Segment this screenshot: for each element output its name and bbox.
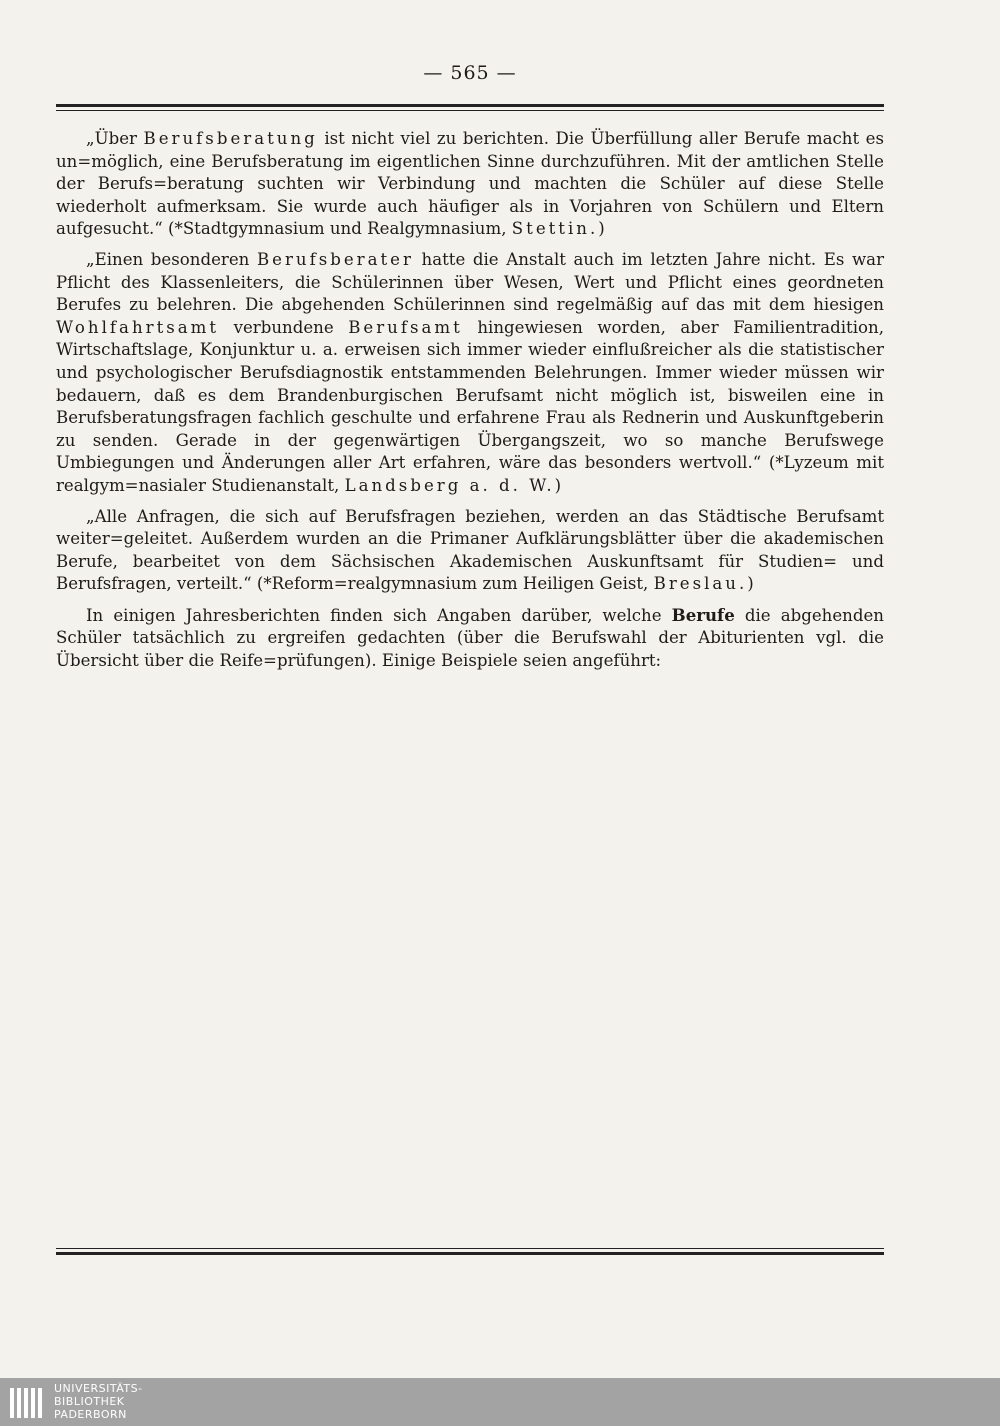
paragraph-2-text-3: hingewiesen worden, aber Familientradition, Wirtschaftslage, Konjunktur u. a. erweisen sich immer wieder einflußreicher als die statistischer und psychologischer Berufsdiagnostik entstammenden Belehrungen. Immer wieder müssen wir bedauern, daß es dem Brandenburgischen Berufsamt nicht möglich ist, bisweilen eine in Berufsberatungsfragen fachlich geschulte und erfahrene Frau als Rednerin und Auskunftgeberin zu senden. Gerade in der gegenwärtigen Übergangszeit, wo so manche Berufswege Umbiegungen und Änderungen aller Art erfahren, wäre das besonders wertvoll.“ (*Lyzeum mit realgym=nasialer Studienanstalt, (56, 317, 884, 495)
paragraph-2-spaced-term: Berufsberater (256, 249, 414, 269)
paragraph-4-text: In einigen Jahresberichten finden sich Angaben darüber, welche (86, 605, 662, 625)
page-number: — 565 — (423, 62, 517, 84)
paragraph-1 (56, 128, 884, 241)
paragraph-1-text: ist nicht viel zu berichten. Die Überfüllung aller Berufe macht es un=möglich, eine Berufsberatung im eigentlichen Sinne durchzuführen. Mit der amtlichen Stelle der Berufs=beratung suchten wir Verbindung und machten die Schüler auf diese Stelle wiederholt aufmerksam. Sie wurde auch häufiger als in Vorjahren von Schülern und Eltern aufgesucht.“ (*Stadtgymnasium und Realgymnasium, (56, 129, 885, 239)
paragraph-3-source: Breslau.) (653, 574, 757, 594)
paragraph-4 (56, 604, 884, 673)
paragraph-2-text-2: verbundene (233, 317, 334, 337)
paragraph-2-text: hatte die Anstalt auch im letzten Jahre nicht. Es war Pflicht des Klassenleiters, die Schülerinnen über Wesen, Wert und Pflicht eines geordneten Berufes zu belehren. Die abgehenden Schülerinnen sind regelmäßig auf das mit dem hiesigen (56, 249, 884, 315)
paragraph-2-spaced-term-3: Berufsamt (348, 317, 463, 337)
paragraph-1-source: Stettin.) (511, 219, 608, 239)
top-rule (56, 104, 884, 111)
library-name-line-2: BIBLIOTHEK (54, 1395, 125, 1408)
paragraph-2 (56, 249, 884, 498)
body-text (56, 128, 884, 681)
bottom-rule (56, 1248, 884, 1255)
paragraph-2-lead: „Einen besonderen (86, 249, 250, 269)
paragraph-2-spaced-term-2: Wohlfahrtsamt (56, 317, 220, 337)
library-footer (0, 1378, 1000, 1426)
paragraph-3 (56, 506, 884, 596)
paragraph-1-lead: „Über (86, 129, 137, 148)
library-name (54, 1382, 143, 1421)
paragraph-1-spaced-term: Berufsberatung (143, 129, 318, 148)
paragraph-3-text: „Alle Anfragen, die sich auf Berufsfragen beziehen, werden an das Städtische Berufsamt weiter=geleitet. Außerdem wurden an die Primaner Aufklärungsblätter über die akademischen Berufe, bearbeitet von dem Sächsischen Akademischen Auskunftsamt für Studien= und Berufsfragen, verteilt.“ (*Reform=realgymnasium zum Heiligen Geist, (56, 506, 884, 594)
library-name-line-1: UNIVERSITÄTS- (54, 1382, 143, 1395)
paragraph-4-bold-term: Berufe (671, 604, 735, 625)
paragraph-4-text-2: die abgehenden Schüler tatsächlich zu ergreifen gedachten (über die Berufswahl der Abiturienten vgl. die Übersicht über die Reife=prüfungen). Einige Beispiele seien angeführt: (56, 605, 884, 671)
library-logo-icon (8, 1384, 46, 1420)
library-name-line-3: PADERBORN (54, 1408, 127, 1421)
paragraph-2-source: Landsberg a. d. W.) (344, 475, 565, 495)
